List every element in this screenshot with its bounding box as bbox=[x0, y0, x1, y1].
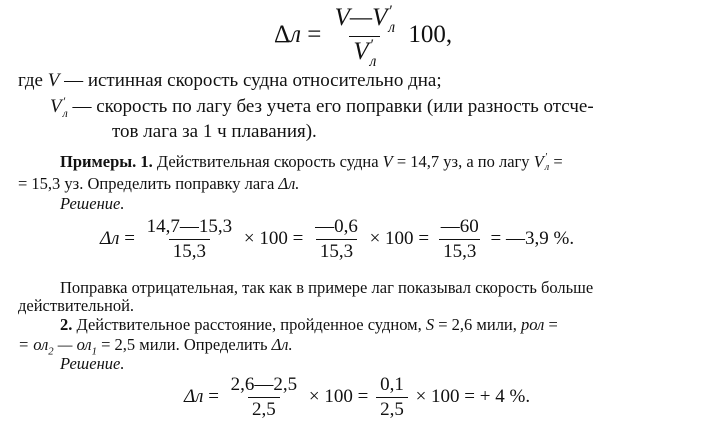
formula2-frac2-num: —0,6 bbox=[315, 216, 358, 237]
formula3-frac1-num: 2,6—2,5 bbox=[230, 374, 298, 395]
example2-ol1-sub: 1 bbox=[91, 345, 97, 358]
formula2-frac2-den: 15,3 bbox=[316, 239, 357, 263]
example2-solution-label: Решение. bbox=[60, 354, 125, 373]
formula-fraction bbox=[331, 4, 400, 69]
example1-eq: = bbox=[553, 152, 563, 171]
num-minus: — bbox=[349, 4, 373, 32]
example1-text-c: = 15,3 уз. Определить поправку лага bbox=[18, 174, 275, 193]
example2-ol2-text: = ол bbox=[18, 335, 49, 354]
example1-line2 bbox=[18, 174, 299, 194]
example1-vl-prime: ′ bbox=[544, 151, 548, 163]
formula-lhs-delta: Δ bbox=[274, 21, 291, 49]
formula2-eq3: = bbox=[418, 227, 430, 249]
example1-solution-label: Решение. bbox=[60, 194, 125, 213]
formula2-eq: = bbox=[124, 227, 135, 249]
den-v: V bbox=[353, 38, 369, 66]
fraction-numerator bbox=[331, 4, 400, 36]
formula2-frac1 bbox=[143, 216, 237, 263]
formula3-frac2-den: 2,5 bbox=[376, 397, 408, 421]
num-vl-indices bbox=[388, 4, 395, 35]
den-prime: ′ bbox=[369, 37, 374, 54]
example2-text-a: Действительное расстояние, пройденное судном, bbox=[76, 315, 422, 334]
formula3-eq: = bbox=[208, 385, 219, 407]
formula2-eq2: = bbox=[292, 227, 304, 249]
paragraph1-line1: Поправка отрицательная, так как в примере лаг показывал скорость больше bbox=[60, 278, 594, 297]
example1-text-a: Действительная скорость судна bbox=[156, 152, 379, 171]
where-line bbox=[18, 70, 442, 92]
formula2-frac1-num: 14,7—15,3 bbox=[146, 216, 233, 237]
vl-prime: ′ bbox=[62, 95, 66, 108]
formula3-frac2 bbox=[376, 374, 408, 421]
example1-line1 bbox=[60, 152, 563, 173]
example2-eq: = bbox=[548, 315, 558, 334]
formula3 bbox=[184, 374, 530, 421]
example1-vl: V bbox=[533, 152, 544, 171]
formula3-frac2-num: 0,1 bbox=[380, 374, 404, 395]
formula3-frac1 bbox=[227, 374, 302, 421]
vl-text2: тов лага за 1 ч плавания). bbox=[112, 121, 317, 142]
vl-sub: л bbox=[62, 106, 68, 120]
where-v: V bbox=[47, 70, 60, 91]
example2-ol1 bbox=[57, 335, 97, 358]
den-sub: л bbox=[369, 52, 377, 70]
example2-ol2 bbox=[18, 335, 54, 358]
example2-delta-l: Δл. bbox=[271, 335, 293, 354]
formula3-frac1-den: 2,5 bbox=[248, 397, 280, 421]
formula-lhs-l: л bbox=[290, 21, 301, 49]
formula2-frac3-num: —60 bbox=[440, 216, 479, 237]
example2-line1 bbox=[60, 315, 558, 335]
example1-text-b: = 14,7 уз, а по лагу bbox=[396, 152, 530, 171]
formula2-frac3 bbox=[437, 216, 483, 263]
vl-text1: скорость по лагу без учета его поправки (или разность отсче- bbox=[96, 96, 594, 118]
examples-heading: Примеры. bbox=[60, 152, 137, 171]
formula2-frac3-den: 15,3 bbox=[439, 239, 480, 263]
example1-vl-sub: л bbox=[544, 162, 550, 174]
formula-factor: 100, bbox=[408, 21, 453, 49]
vl-v: V bbox=[50, 96, 62, 118]
formula2-frac1-den: 15,3 bbox=[169, 239, 210, 263]
example2-s: S bbox=[425, 315, 435, 334]
formula2-frac2 bbox=[311, 216, 362, 263]
formula-eq: = bbox=[307, 21, 322, 49]
formula3-times1: × 100 bbox=[308, 385, 353, 407]
vl-definition-line2 bbox=[112, 121, 317, 143]
example2-ol2-sub: 2 bbox=[48, 345, 54, 358]
example1-number: 1. bbox=[140, 152, 153, 171]
vl-definition-line1 bbox=[50, 96, 594, 120]
num-vl: V bbox=[372, 4, 388, 32]
where-word: где bbox=[18, 70, 43, 91]
example1-delta-l: Δл. bbox=[278, 174, 300, 193]
formula2-times2: × 100 bbox=[369, 227, 414, 249]
example2-ol1-text: — ол bbox=[57, 335, 92, 354]
formula2-lhs: Δл bbox=[100, 227, 120, 249]
formula3-eq2: = bbox=[357, 385, 369, 407]
example2-text-c: = 2,5 мили. Определить bbox=[101, 335, 268, 354]
example1-v: V bbox=[382, 152, 393, 171]
where-dash: — bbox=[64, 70, 84, 91]
main-formula bbox=[274, 4, 452, 69]
vl-indices bbox=[63, 96, 68, 120]
example2-rol: рол bbox=[521, 315, 545, 334]
formula2-times1: × 100 bbox=[243, 227, 288, 249]
example2-text-b: = 2,6 мили, bbox=[438, 315, 517, 334]
num-v: V bbox=[334, 4, 350, 32]
vl-dash: — bbox=[72, 96, 92, 118]
formula3-lhs: Δл bbox=[184, 385, 204, 407]
example1-vl-indices bbox=[545, 153, 549, 173]
formula3-result: × 100 = + 4 %. bbox=[415, 385, 531, 407]
paragraph1-line2: действительной. bbox=[18, 296, 135, 315]
example2-number: 2. bbox=[60, 315, 73, 334]
formula2 bbox=[100, 216, 574, 263]
fraction-denominator bbox=[349, 36, 380, 69]
formula2-result: = —3,9 %. bbox=[490, 227, 575, 249]
num-sub: л bbox=[388, 18, 396, 36]
den-indices bbox=[370, 38, 377, 69]
num-prime: ′ bbox=[388, 3, 392, 20]
where-text: истинная скорость судна относительно дна; bbox=[87, 70, 442, 91]
